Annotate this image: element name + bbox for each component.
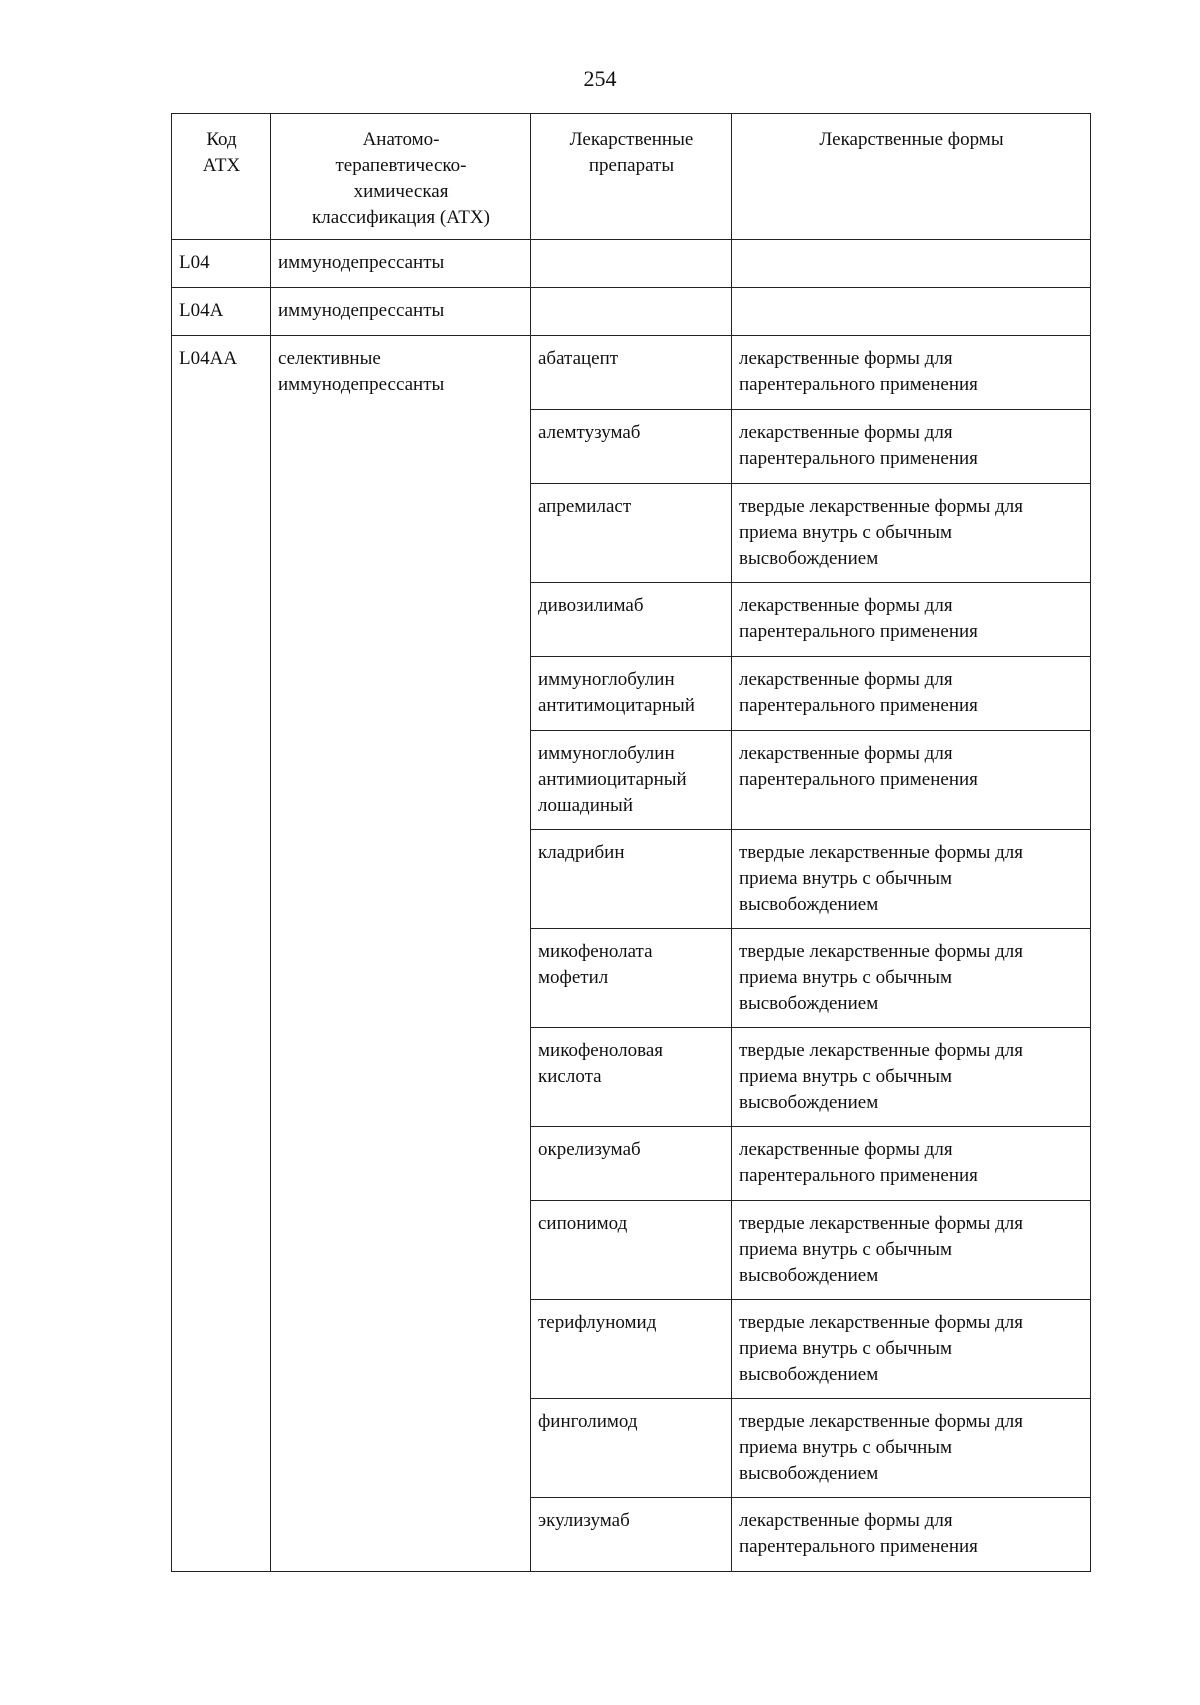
atc-code: L04 — [172, 240, 271, 288]
drug-name: окрелизумаб — [531, 1127, 732, 1201]
empty-cell — [531, 240, 732, 288]
table-header-row — [172, 114, 1091, 240]
table-row — [172, 336, 1091, 410]
dosage-form: твердые лекарственные формы для приема внутрь с обычным высвобождением — [732, 830, 1091, 929]
dosage-form: лекарственные формы для парентерального применения — [732, 583, 1091, 657]
dosage-form: твердые лекарственные формы для приема внутрь с обычным высвобождением — [732, 1028, 1091, 1127]
atc-drug-table — [171, 113, 1091, 1572]
table-row-group-l04 — [172, 240, 1091, 288]
dosage-form: твердые лекарственные формы для приема внутрь с обычным высвобождением — [732, 484, 1091, 583]
drug-name: апремиласт — [531, 484, 732, 583]
dosage-form: лекарственные формы для парентерального применения — [732, 1498, 1091, 1572]
drug-name: экулизумаб — [531, 1498, 732, 1572]
header-drugs: Лекарственные препараты — [531, 114, 732, 240]
atc-code: L04AA — [172, 336, 271, 1572]
table-row-group-l04a — [172, 288, 1091, 336]
atc-classification: селективные иммунодепрессанты — [271, 336, 531, 1572]
dosage-form: лекарственные формы для парентерального применения — [732, 731, 1091, 830]
drug-name: иммуноглобулин антимиоцитарный лошадиный — [531, 731, 732, 830]
dosage-form: лекарственные формы для парентерального применения — [732, 336, 1091, 410]
atc-code: L04A — [172, 288, 271, 336]
dosage-form: твердые лекарственные формы для приема внутрь с обычным высвобождением — [732, 929, 1091, 1028]
dosage-form: лекарственные формы для парентерального применения — [732, 657, 1091, 731]
header-code: Код АТХ — [172, 114, 271, 240]
dosage-form: лекарственные формы для парентерального применения — [732, 1127, 1091, 1201]
atc-classification: иммунодепрессанты — [271, 240, 531, 288]
atc-classification: иммунодепрессанты — [271, 288, 531, 336]
empty-cell — [732, 288, 1091, 336]
drug-name: терифлуномид — [531, 1300, 732, 1399]
drug-name: алемтузумаб — [531, 410, 732, 484]
dosage-form: твердые лекарственные формы для приема внутрь с обычным высвобождением — [732, 1201, 1091, 1300]
drug-name: кладрибин — [531, 830, 732, 929]
drug-name: микофеноловая кислота — [531, 1028, 732, 1127]
empty-cell — [732, 240, 1091, 288]
dosage-form: твердые лекарственные формы для приема внутрь с обычным высвобождением — [732, 1399, 1091, 1498]
dosage-form: твердые лекарственные формы для приема внутрь с обычным высвобождением — [732, 1300, 1091, 1399]
empty-cell — [531, 288, 732, 336]
header-forms: Лекарственные формы — [732, 114, 1091, 240]
drug-name: микофенолата мофетил — [531, 929, 732, 1028]
dosage-form: лекарственные формы для парентерального применения — [732, 410, 1091, 484]
header-classification: Анатомо- терапевтическо- химическая классификация (АТХ) — [271, 114, 531, 240]
drug-name: абатацепт — [531, 336, 732, 410]
page-number: 254 — [583, 66, 617, 91]
drug-name: дивозилимаб — [531, 583, 732, 657]
drug-name: финголимод — [531, 1399, 732, 1498]
drug-name: иммуноглобулин антитимоцитарный — [531, 657, 732, 731]
drug-name: сипонимод — [531, 1201, 732, 1300]
